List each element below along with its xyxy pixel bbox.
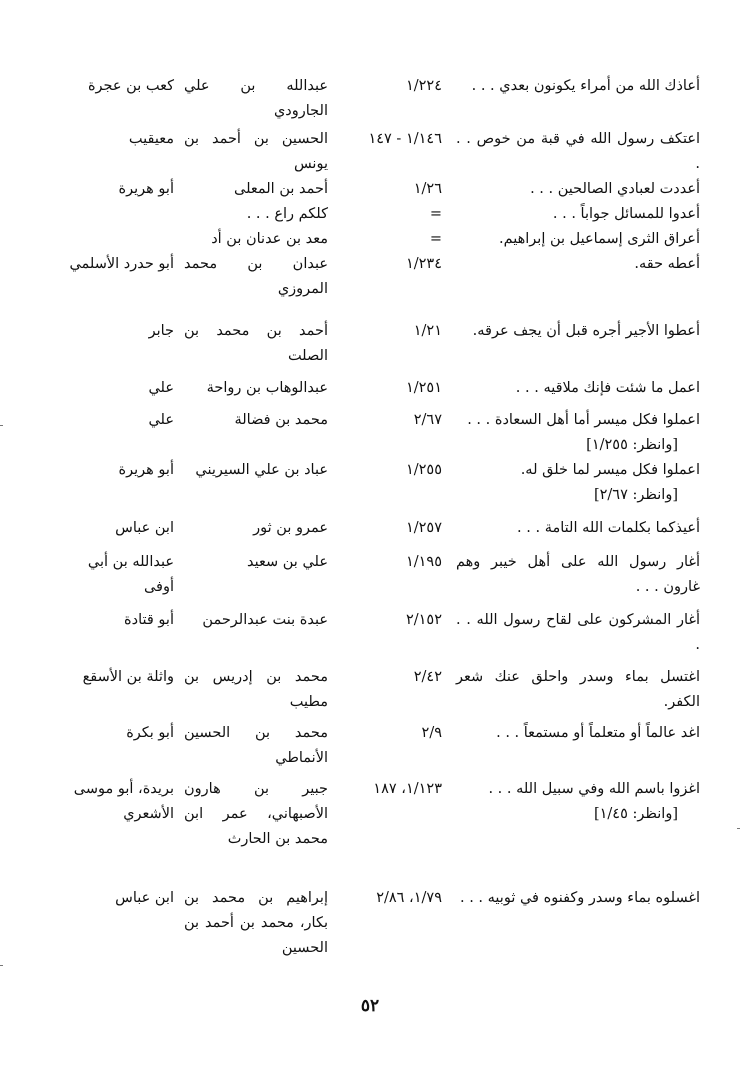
volume-page: ٢/٦٧ xyxy=(413,412,442,428)
volume-page: ١/٢٥٧ xyxy=(405,520,442,536)
index-row xyxy=(56,721,700,777)
companion: أبو قتادة xyxy=(124,612,174,628)
index-row xyxy=(56,458,700,516)
see-also-reference: [وانظر: ٢/٦٧] xyxy=(593,487,678,503)
index-row xyxy=(56,319,700,376)
hadith-text: أعراق الثرى إسماعيل بن إبراهيم. xyxy=(498,231,700,247)
index-row xyxy=(56,127,700,177)
narrator: محمد بن الحسين الأنماطي xyxy=(184,725,328,766)
index-row xyxy=(56,777,700,886)
companion: أبو بكرة xyxy=(126,725,174,741)
volume-page: ٢/٤٢ xyxy=(413,669,442,685)
see-also-reference: [وانظر: ١/٢٥٥] xyxy=(586,437,678,453)
volume-page: ١/٢١ xyxy=(413,323,442,339)
narrator: عبدالوهاب بن رواحة xyxy=(206,380,328,396)
index-row xyxy=(56,177,700,202)
volume-page: ١/٢٥١ xyxy=(405,380,442,396)
volume-page: ١/١٤٦ - ١٤٧ xyxy=(368,131,442,147)
companion: ابن عباس xyxy=(115,520,174,536)
index-row xyxy=(56,516,700,550)
hadith-text: أعطه حقه. xyxy=(634,256,700,272)
see-also-reference: [وانظر: ١/٤٥] xyxy=(593,806,678,822)
hadith-text-line: اغزوا باسم الله وفي سبيل الله . . . xyxy=(488,781,700,797)
hadith-text: أعيذكما بكلمات الله التامة . . . xyxy=(517,520,700,536)
cross-reference: كلكم راع . . . xyxy=(246,206,328,222)
hadith-text xyxy=(456,408,700,458)
companion: أبو حدرد الأسلمي xyxy=(69,256,174,272)
hadith-text-line: اعملوا فكل ميسر لما خلق له. xyxy=(520,462,700,478)
index-row xyxy=(56,550,700,608)
narrator: علي بن سعيد xyxy=(247,554,328,570)
companion: كعب بن عجرة xyxy=(87,78,174,94)
cross-reference-mark: = xyxy=(429,231,442,247)
narrator: عبدان بن محمد المروزي xyxy=(184,256,328,297)
companion: بريدة، أبو موسى الأشعري xyxy=(73,781,174,822)
scan-edge-mark xyxy=(0,965,3,966)
page-number: ٥٢ xyxy=(360,996,380,1016)
narrator: الحسين بن أحمد بن يونس xyxy=(184,131,328,172)
hadith-text: أعددت لعبادي الصالحين . . . xyxy=(530,181,700,197)
hadith-text: أعاذك الله من أمراء يكونون بعدي . . . xyxy=(471,78,700,94)
volume-page: ٢/١٥٢ xyxy=(405,612,442,628)
companion: علي xyxy=(148,380,174,396)
index-row xyxy=(56,376,700,408)
cross-reference-mark: = xyxy=(429,206,442,222)
index-row xyxy=(56,227,700,252)
companion: عبدالله بن أبي أوفى xyxy=(87,554,174,595)
companion: ابن عباس xyxy=(115,890,174,906)
narrator: عبدة بنت عبدالرحمن xyxy=(202,612,328,628)
index-row xyxy=(56,202,700,227)
narrator: محمد بن إدريس بن مطيب xyxy=(184,669,328,710)
hadith-text: أغار المشركون على لقاح رسول الله . . . xyxy=(456,612,700,653)
cross-reference: معد بن عدنان بن أد xyxy=(211,231,328,247)
hadith-text: أغار رسول الله على أهل خيبر وهم غارون . . . xyxy=(456,554,700,595)
companion: جابر xyxy=(148,323,174,339)
companion: أبو هريرة xyxy=(118,181,174,197)
index-row xyxy=(56,665,700,721)
volume-page: ١/٢٦ xyxy=(413,181,442,197)
scan-edge-mark xyxy=(0,425,3,426)
volume-page: ١/٢٢٤ xyxy=(405,78,442,94)
narrator: عبدالله بن علي الجارودي xyxy=(184,78,328,119)
index-row xyxy=(56,252,700,319)
narrator: جبير بن هارون الأصبهاني، عمر ابن محمد بن الحارث xyxy=(184,781,328,847)
hadith-text: اغتسل بماء وسدر واحلق عنك شعر الكفر. xyxy=(456,669,700,710)
index-row xyxy=(56,608,700,665)
hadith-text: اغد عالماً أو متعلماً أو مستمعاً . . . xyxy=(496,725,700,741)
hadith-text: اعمل ما شئت فإنك ملاقيه . . . xyxy=(515,380,700,396)
hadith-index-table xyxy=(56,74,700,966)
narrator: عمرو بن ثور xyxy=(253,520,328,536)
hadith-text: أعدوا للمسائل جواباً . . . xyxy=(552,206,700,222)
hadith-text: أعطوا الأجير أجره قبل أن يجف عرقه. xyxy=(472,323,700,339)
hadith-text: اغسلوه بماء وسدر وكفنوه في ثوبيه . . . xyxy=(460,890,700,906)
companion: علي xyxy=(148,412,174,428)
companion: أبو هريرة xyxy=(118,462,174,478)
narrator: أحمد بن المعلى xyxy=(234,181,328,197)
index-row xyxy=(56,886,700,966)
companion: واثلة بن الأسقع xyxy=(82,669,174,685)
volume-page: ١/٧٩، ٢/٨٦ xyxy=(376,890,442,906)
hadith-text-line: اعملوا فكل ميسر أما أهل السعادة . . . xyxy=(467,412,700,428)
index-row xyxy=(56,74,700,127)
companion: معيقيب xyxy=(128,131,174,147)
narrator: أحمد بن محمد بن الصلت xyxy=(184,323,328,364)
volume-page: ١/١٩٥ xyxy=(405,554,442,570)
hadith-text xyxy=(456,777,700,827)
hadith-text: اعتكف رسول الله في قبة من خوص . . . xyxy=(456,131,700,172)
volume-page: ٢/٩ xyxy=(421,725,442,741)
narrator: عباد بن علي السيريني xyxy=(195,462,328,478)
volume-page: ١/٢٣٤ xyxy=(405,256,442,272)
volume-page: ١/١٢٣، ١٨٧ xyxy=(373,781,442,797)
narrator: إبراهيم بن محمد بن بكار، محمد بن أحمد بن الحسين xyxy=(184,890,328,956)
index-row xyxy=(56,408,700,458)
narrator: محمد بن فضالة xyxy=(234,412,328,428)
volume-page: ١/٢٥٥ xyxy=(405,462,442,478)
hadith-text xyxy=(456,458,700,508)
